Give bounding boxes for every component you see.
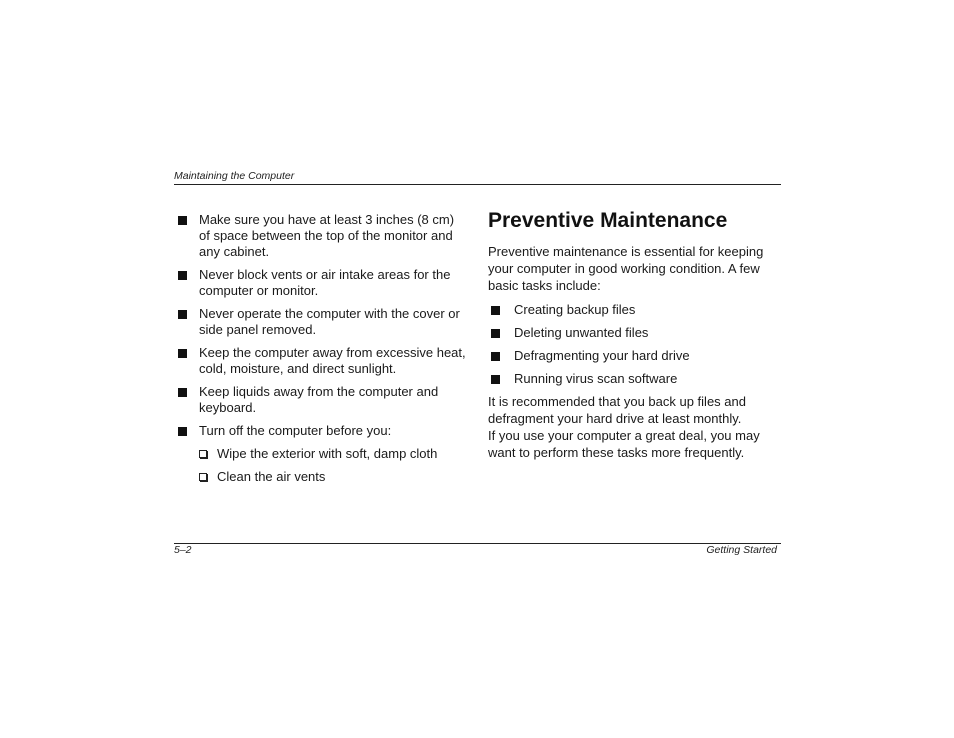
checkbox-bullet-icon — [199, 473, 207, 481]
sub-list-item — [199, 446, 468, 462]
list-item-text: Make sure you have at least 3 inches (8 cm) of space between the top of the monitor and any cabinet. — [199, 212, 455, 259]
square-bullet-icon — [178, 349, 187, 358]
list-item — [178, 267, 468, 299]
list-item — [178, 384, 468, 416]
list-item-text: Never operate the computer with the cover or side panel removed. — [199, 306, 460, 337]
list-item-text: Deleting unwanted files — [514, 325, 649, 340]
square-bullet-icon — [491, 306, 500, 315]
intro-paragraph: Preventive maintenance is essential for keeping your computer in good working condition. A few basic tasks include: — [488, 244, 764, 293]
list-item — [178, 345, 468, 377]
square-bullet-icon — [178, 310, 187, 319]
list-item-text: Never block vents or air intake areas for the computer or monitor. — [199, 267, 451, 298]
list-item — [178, 212, 468, 260]
list-item-text: Defragmenting your hard drive — [514, 348, 690, 363]
list-item — [488, 370, 778, 387]
list-item-text: Keep liquids away from the computer and keyboard. — [199, 384, 439, 415]
sub-list-item-text: Clean the air vents — [217, 469, 326, 484]
list-item — [488, 324, 778, 341]
book-title: Getting Started — [706, 544, 777, 556]
square-bullet-icon — [178, 427, 187, 436]
list-item-text: Running virus scan software — [514, 371, 678, 386]
list-item — [488, 301, 778, 318]
square-bullet-icon — [491, 375, 500, 384]
right-column — [488, 208, 778, 461]
recommendation-paragraph: It is recommended that you back up files and defragment your hard drive at least monthly. — [488, 394, 746, 426]
sub-list-item-text: Wipe the exterior with soft, damp cloth — [217, 446, 438, 461]
square-bullet-icon — [178, 388, 187, 397]
guideline-list — [178, 212, 468, 485]
page-number: 5–2 — [174, 544, 192, 556]
square-bullet-icon — [491, 329, 500, 338]
running-header: Maintaining the Computer — [174, 170, 295, 182]
list-item-text: Turn off the computer before you: — [199, 423, 392, 438]
square-bullet-icon — [491, 352, 500, 361]
list-item — [178, 306, 468, 338]
header-rule — [174, 184, 781, 185]
section-title: Preventive Maintenance — [488, 209, 728, 232]
sub-list-item — [199, 469, 468, 485]
frequency-paragraph: If you use your computer a great deal, you may want to perform these tasks more frequently. — [488, 428, 760, 460]
left-column — [178, 212, 468, 492]
list-item — [488, 347, 778, 364]
square-bullet-icon — [178, 216, 187, 225]
list-item-text: Keep the computer away from excessive heat, cold, moisture, and direct sunlight. — [199, 345, 466, 376]
checkbox-bullet-icon — [199, 450, 207, 458]
task-list — [488, 301, 778, 387]
footer-rule — [174, 543, 781, 544]
list-item-text: Creating backup files — [514, 302, 636, 317]
sub-list — [199, 446, 468, 485]
list-item — [178, 423, 468, 485]
square-bullet-icon — [178, 271, 187, 280]
